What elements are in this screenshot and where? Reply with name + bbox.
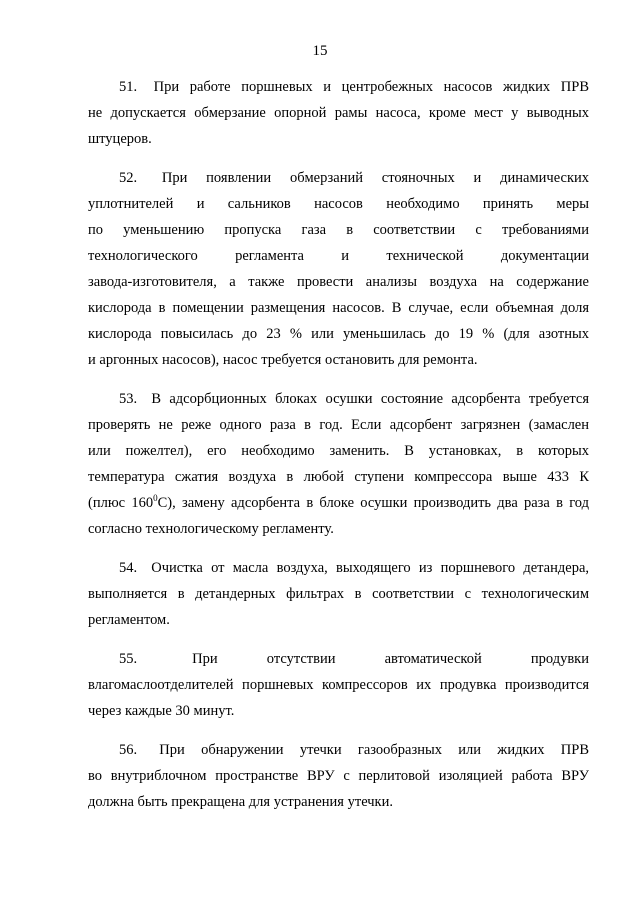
text-line: выполняется в детандерных фильтрах в соответствии с технологическим	[88, 586, 589, 602]
paragraph-number: 56.	[119, 742, 138, 758]
text-line-content: При обнаружении утечки газообразных или жидких ПРВ	[159, 742, 590, 758]
text-line	[88, 737, 589, 763]
text-line: завода-изготовителя, а также провести анализы воздуха на содержание	[88, 274, 589, 290]
text-line: регламентом.	[88, 612, 170, 628]
text-line-content: Очистка от масла воздуха, выходящего из поршневого детандера,	[151, 560, 590, 576]
text-line	[88, 386, 589, 412]
text-line: технологического регламента и технической документации	[88, 248, 589, 264]
text-line-content: С), замену адсорбента в блоке осушки производить два раза в год	[157, 495, 589, 511]
degree-superscript: 0	[153, 493, 158, 504]
text-line: через каждые 30 минут.	[88, 703, 235, 719]
text-line	[88, 165, 589, 191]
paragraph-number: 55.	[119, 651, 138, 667]
text-line-content: (плюс 160	[88, 495, 154, 511]
paragraph-number: 53.	[119, 391, 138, 407]
text-line-content: В адсорбционных блоках осушки состояние адсорбента требуется	[151, 391, 589, 407]
paragraph-54	[88, 555, 589, 633]
paragraph-51	[88, 74, 589, 152]
text-line: штуцеров.	[88, 131, 152, 147]
text-line	[88, 74, 589, 100]
text-line: уплотнителей и сальников насосов необходимо принять меры	[88, 196, 589, 212]
page-number: 15	[312, 43, 328, 59]
text-line: не допускается обмерзание опорной рамы насоса, кроме мест у выводных	[88, 105, 589, 121]
text-line	[88, 555, 589, 581]
text-line: согласно технологическому регламенту.	[88, 521, 334, 537]
paragraph-number: 52.	[119, 170, 138, 186]
text-line: должна быть прекращена для устранения утечки.	[88, 794, 393, 810]
text-line: и аргонных насосов), насос требуется остановить для ремонта.	[88, 352, 478, 368]
paragraph-number: 54.	[119, 560, 138, 576]
text-line-content: При появлении обмерзаний стояночных и динамических	[161, 170, 589, 186]
text-line: проверять не реже одного раза в год. Если адсорбент загрязнен (замаслен	[88, 417, 589, 433]
paragraph-56	[88, 737, 589, 815]
text-line: во внутриблочном пространстве ВРУ с перлитовой изоляцией работа ВРУ	[88, 768, 589, 784]
text-line: кислорода в помещении размещения насосов. В случае, если объемная доля	[88, 300, 589, 316]
paragraph-52	[88, 165, 589, 373]
text-line: по уменьшению пропуска газа в соответствии с требованиями	[88, 222, 589, 238]
text-line: влагомаслоотделителей поршневых компрессоров их продувка производится	[88, 677, 589, 693]
paragraph-55	[88, 646, 589, 724]
text-line-content: При отсутствии автоматической продувки	[192, 651, 589, 667]
text-line-content: При работе поршневых и центробежных насосов жидких ПРВ	[153, 79, 589, 95]
text-line	[88, 490, 589, 516]
text-line: температура сжатия воздуха в любой ступени компрессора выше 433 К	[88, 469, 589, 485]
text-line: или пожелтел), его необходимо заменить. В установках, в которых	[88, 443, 589, 459]
text-line: кислорода повысилась до 23 % или уменьшилась до 19 % (для азотных	[88, 326, 589, 342]
paragraph-number: 51.	[119, 79, 138, 95]
text-line	[88, 646, 589, 672]
paragraph-53	[88, 386, 589, 542]
document-body	[88, 74, 589, 828]
